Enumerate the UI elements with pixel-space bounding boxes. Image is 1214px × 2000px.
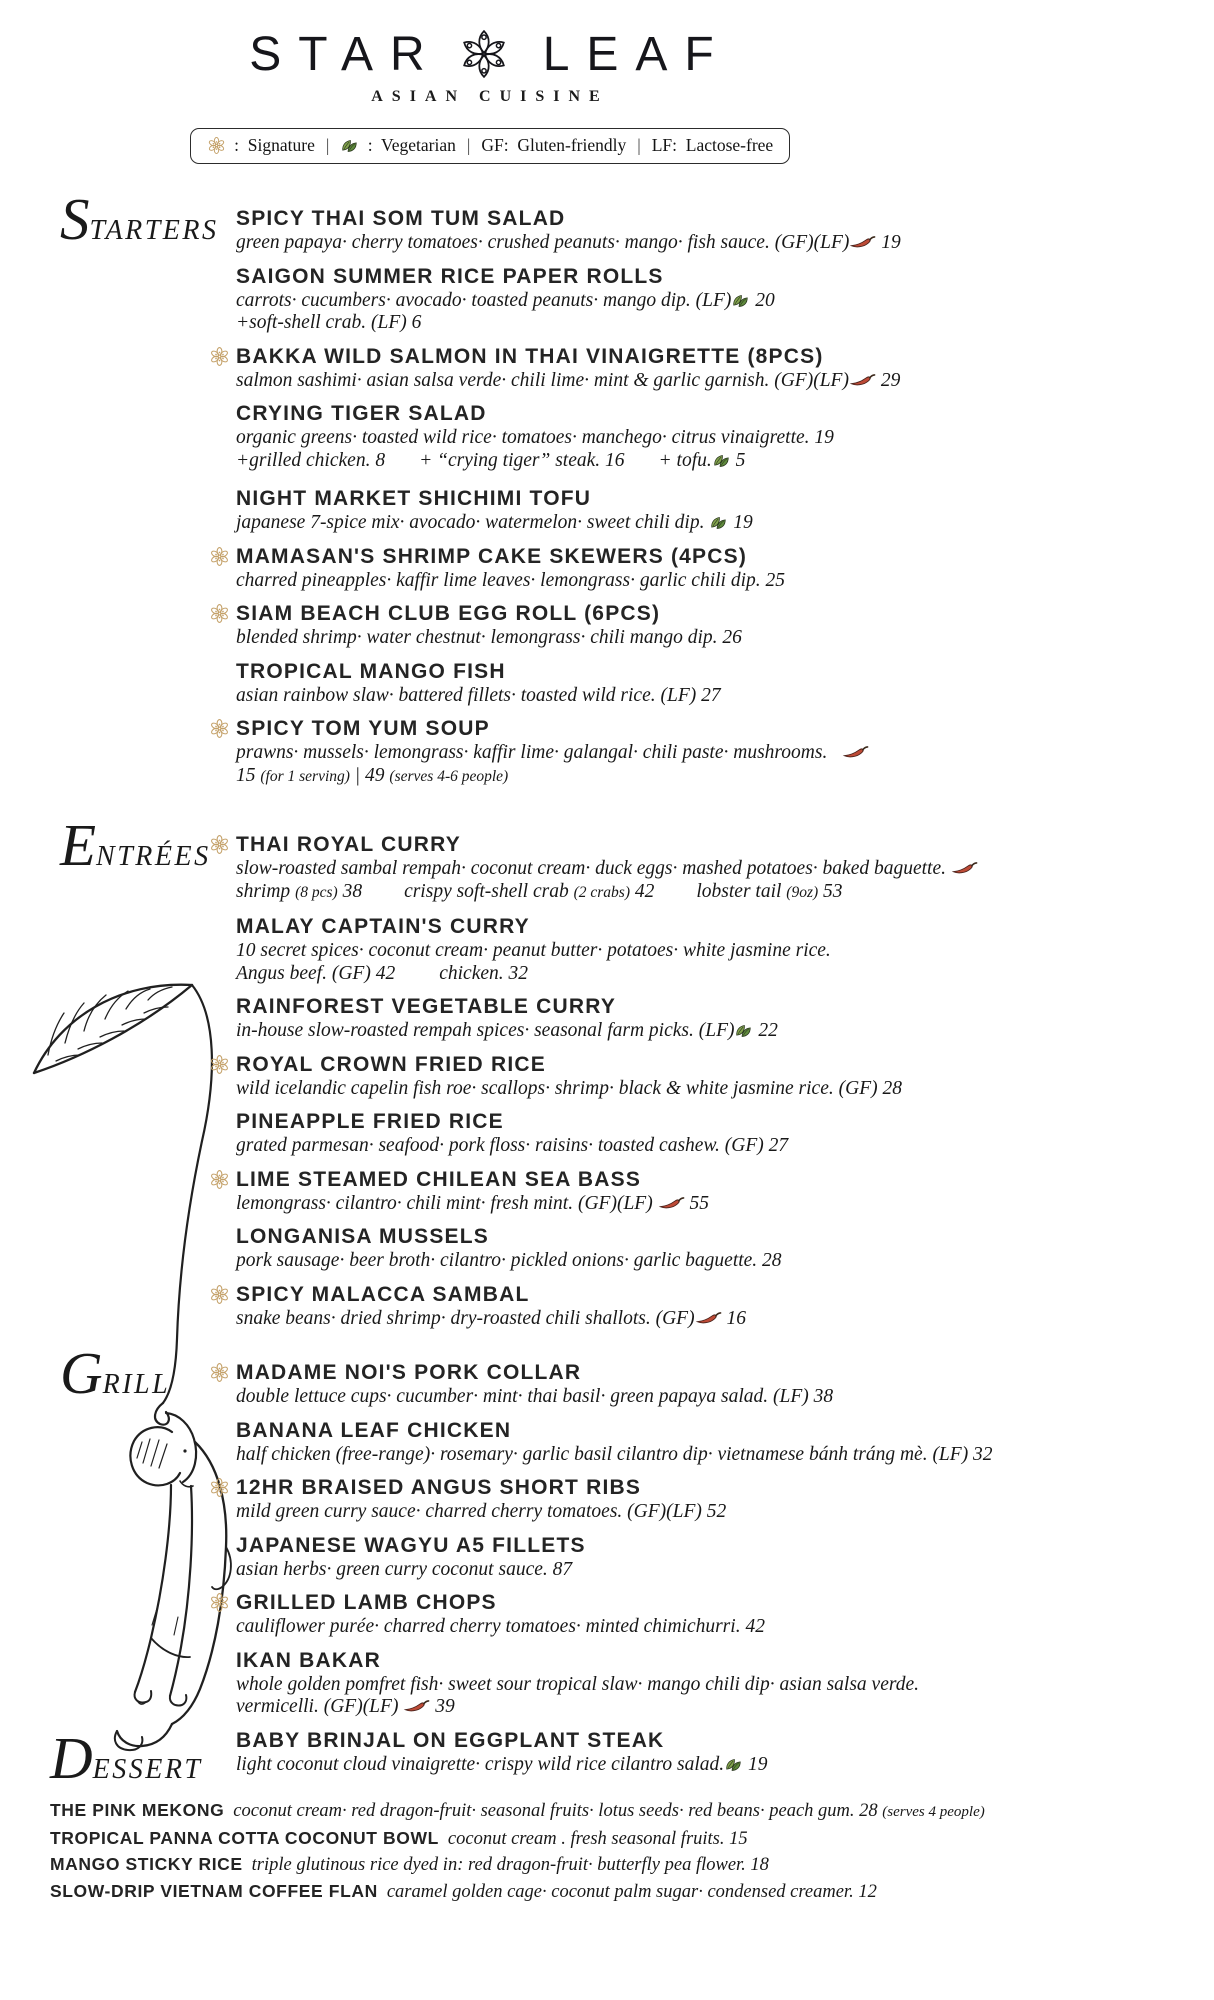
description-text: coconut cream . fresh seasonal fruits. 15 <box>447 1828 748 1849</box>
section-title: NTRÉES <box>96 841 211 872</box>
description-text: light coconut cloud vinaigrette· crispy wild rice cilantro salad. <box>236 1753 725 1775</box>
menu-item <box>236 401 1186 472</box>
dish-description <box>236 570 1186 593</box>
legend-box <box>190 128 790 164</box>
description-text: 19 <box>876 232 901 253</box>
menu-item <box>236 344 1186 393</box>
description-text: asian rainbow slaw· battered fillets· toasted wild rice. (LF) 27 <box>236 684 721 706</box>
restaurant-logo <box>0 26 980 82</box>
description-text: whole golden pomfret fish· sweet sour tropical slaw· mango chili dip· asian salsa verde. <box>236 1673 920 1695</box>
description-text: 20 <box>750 289 775 311</box>
dish-name <box>236 659 1186 685</box>
dish-name <box>236 1475 1186 1501</box>
dish-description <box>236 1193 1186 1216</box>
description-text: shrimp <box>236 880 296 902</box>
dish-description <box>236 1559 1186 1582</box>
dish-description <box>236 1501 1186 1524</box>
signature-star-anise-icon <box>209 1284 230 1305</box>
dish-name-text: SPICY TOM YUM SOUP <box>236 717 490 740</box>
dish-name-text: BABY BRINJAL ON EGGPLANT STEAK <box>236 1728 665 1752</box>
description-text: (serves 4 people) <box>882 1804 985 1820</box>
description-text: crispy soft-shell crab <box>404 880 574 902</box>
dish-description <box>236 290 1186 313</box>
menu-item <box>236 1590 1186 1639</box>
dish-name <box>50 1854 243 1874</box>
spacer <box>654 896 696 897</box>
menu-item <box>236 832 1186 904</box>
description-text: snake beans· dried shrimp· dry-roasted chili shallots. (GF) <box>236 1307 695 1329</box>
dish-description <box>233 1801 984 1821</box>
description-text: pork sausage· beer broth· cilantro· pickled onions· garlic baguette. 28 <box>236 1250 782 1271</box>
dish-name-text: MAMASAN'S SHRIMP CAKE SKEWERS (4PCS) <box>236 544 748 568</box>
dish-description <box>236 685 1186 708</box>
dish-description <box>236 742 1186 765</box>
section-entrees <box>60 812 1214 1330</box>
description-text: (for 1 serving) <box>260 767 350 785</box>
restaurant-subtitle: ASIAN CUISINE <box>371 88 609 105</box>
dish-description <box>236 450 1186 473</box>
section-dessert <box>50 1725 1214 1904</box>
description-text: | 49 <box>349 764 390 786</box>
dish-name <box>236 1648 1186 1674</box>
menu-item <box>236 1224 1186 1273</box>
spacer <box>385 465 419 466</box>
dish-name <box>236 1590 1186 1616</box>
dish-name <box>50 1881 378 1901</box>
dish-description <box>236 370 1186 393</box>
menu-item <box>236 264 1186 335</box>
dish-description <box>236 1078 1186 1101</box>
description-text: 19 <box>728 512 753 533</box>
signature-star-anise-icon <box>209 1054 230 1075</box>
description-text: caramel golden cage· coconut palm sugar· condensed creamer. 12 <box>386 1881 877 1902</box>
menu-item <box>50 1798 1180 1825</box>
menu-item <box>236 659 1186 708</box>
description-text: 22 <box>753 1020 778 1041</box>
description-text: 53 <box>818 880 843 902</box>
menu-item <box>236 1282 1186 1331</box>
dish-description <box>387 1882 877 1902</box>
chili-icon <box>849 234 876 250</box>
description-text: slow-roasted sambal rempah· coconut cream· duck eggs· mashed potatoes· baked baguette. <box>236 858 951 879</box>
menu-item <box>236 1475 1186 1524</box>
dish-name <box>236 401 1186 427</box>
logo-text-star: STAR <box>249 27 442 81</box>
dish-name-text: THAI ROYAL CURRY <box>236 833 461 856</box>
description-text: Angus beef. (GF) 42 <box>236 962 396 984</box>
dish-name-text: BAKKA WILD SALMON IN THAI VINAIGRETTE (8PCS) <box>236 344 824 368</box>
chili-icon <box>695 1310 722 1326</box>
description-text: salmon sashimi· asian salsa verde· chili lime· mint & garlic garnish. (GF)(LF) <box>236 369 849 391</box>
legend-label: GF: Gluten-friendly <box>481 135 627 155</box>
dish-name <box>236 1224 1186 1250</box>
leaf-icon <box>712 453 731 469</box>
menu-item <box>236 1167 1186 1216</box>
leaf-icon <box>731 293 750 309</box>
dish-name-text: MALAY CAPTAIN'S CURRY <box>236 915 530 938</box>
dish-name <box>236 486 1186 512</box>
dish-description <box>236 312 1186 335</box>
dish-name <box>236 344 1186 370</box>
dish-name-text: THE PINK MEKONG <box>50 1800 225 1820</box>
legend-label: : Signature <box>229 135 315 155</box>
star-leaf-flower-icon <box>456 26 512 82</box>
dish-description <box>236 765 1186 789</box>
section-title-initial: E <box>60 812 97 878</box>
chili-icon <box>658 1195 685 1211</box>
dish-name-text: RAINFOREST VEGETABLE CURRY <box>236 995 617 1018</box>
spacer <box>362 896 404 897</box>
description-text: (9oz) <box>786 883 819 901</box>
description-text: 19 <box>743 1753 768 1775</box>
star-leaf-flower-icon <box>456 26 512 82</box>
signature-star-anise-icon <box>209 834 230 855</box>
description-text: lobster tail <box>696 880 787 902</box>
description-text: prawns· mussels· lemongrass· kaffir lime· galangal· chili paste· mushrooms. <box>236 742 833 763</box>
description-text: (2 crabs) <box>573 883 630 901</box>
legend-label: : Vegetarian <box>363 135 456 155</box>
dish-description <box>236 512 1186 535</box>
menu-item <box>236 486 1186 535</box>
header <box>0 0 980 164</box>
section-heading-starters <box>60 186 219 252</box>
dish-name <box>236 544 1186 570</box>
description-text: 39 <box>430 1696 455 1717</box>
dish-name-text: GRILLED LAMB CHOPS <box>236 1591 497 1614</box>
signature-star-anise-icon <box>209 603 230 624</box>
dish-name-text: LONGANISA MUSSELS <box>236 1225 489 1248</box>
section-heading-entrees <box>60 812 211 878</box>
dish-name-text: SPICY MALACCA SAMBAL <box>236 1282 530 1306</box>
dish-description <box>236 1250 1186 1273</box>
description-text: (8 pcs) <box>295 883 338 901</box>
description-text: grated parmesan· seafood· pork floss· raisins· toasted cashew. (GF) 27 <box>236 1135 789 1156</box>
dish-description <box>236 627 1186 650</box>
menu-item <box>236 1360 1186 1409</box>
description-text: double lettuce cups· cucumber· mint· thai basil· green papaya salad. (LF) 38 <box>236 1386 834 1407</box>
leaf-icon <box>340 138 359 154</box>
section-title: RILL <box>102 1369 171 1400</box>
dish-name-text: IKAN BAKAR <box>236 1648 381 1672</box>
dish-name-text: BANANA LEAF CHICKEN <box>236 1418 512 1442</box>
dish-name-text: PINEAPPLE FRIED RICE <box>236 1110 504 1133</box>
dish-name <box>236 1360 1186 1386</box>
description-text: 38 <box>337 880 363 902</box>
menu-item <box>236 1533 1186 1582</box>
dish-name <box>236 1418 1186 1444</box>
menu-item <box>236 1648 1186 1719</box>
dish-description <box>236 1616 1186 1639</box>
menu-item <box>236 1418 1186 1467</box>
menu-item <box>236 1052 1186 1101</box>
dish-name <box>236 914 1186 940</box>
description-text: triple glutinous rice dyed in: red dragon-fruit· butterfly pea flower. 18 <box>251 1855 769 1875</box>
signature-star-anise-icon <box>209 1362 230 1383</box>
spacer <box>832 757 842 758</box>
signature-star-anise-icon <box>209 546 230 567</box>
dish-description <box>236 940 1186 963</box>
dish-name <box>236 601 1186 627</box>
dish-description <box>448 1829 748 1849</box>
dish-name <box>236 832 1186 858</box>
dish-name-text: NIGHT MARKET SHICHIMI TOFU <box>236 487 592 510</box>
legend-separator: | <box>466 135 471 155</box>
description-text: charred pineapples· kaffir lime leaves· lemongrass· garlic chili dip. 25 <box>236 569 785 591</box>
dish-name-text: ROYAL CROWN FRIED RICE <box>236 1052 546 1076</box>
description-text: 5 <box>730 449 746 471</box>
dish-description <box>236 1386 1186 1409</box>
description-text: vermicelli. (GF)(LF) <box>236 1696 404 1717</box>
menu-item <box>236 716 1186 788</box>
section-title-initial: S <box>60 186 90 252</box>
description-text: +soft-shell crab. (LF) 6 <box>236 312 422 333</box>
dish-name-text: SPICY THAI SOM TUM SALAD <box>236 207 566 230</box>
legend-label: LF: Lactose-free <box>651 135 774 155</box>
dish-description <box>236 232 1186 255</box>
spacer <box>625 465 659 466</box>
dish-description <box>236 858 1186 881</box>
description-text: 42 <box>630 880 655 902</box>
description-text: wild icelandic capelin fish roe· scallops· shrimp· black & white jasmine rice. (GF) 28 <box>236 1077 902 1099</box>
menu <box>0 186 1214 1904</box>
dish-name <box>50 1800 224 1820</box>
description-text: green papaya· cherry tomatoes· crushed peanuts· mango· fish sauce. (GF)(LF) <box>236 232 850 253</box>
dish-name-text: SIAM BEACH CLUB EGG ROLL (6PCS) <box>236 602 661 625</box>
dish-name-text: LIME STEAMED CHILEAN SEA BASS <box>236 1167 642 1191</box>
dish-description <box>236 963 1186 986</box>
spacer <box>395 978 439 979</box>
signature-star-anise-icon <box>209 1592 230 1613</box>
leaf-icon <box>709 515 728 531</box>
menu-item <box>236 544 1186 593</box>
dish-name <box>236 994 1186 1020</box>
dish-name <box>236 1282 1186 1308</box>
chili-icon <box>403 1698 430 1714</box>
dish-name-text: SLOW-DRIP VIETNAM COFFEE FLAN <box>50 1880 378 1901</box>
description-text: 10 secret spices· coconut cream· peanut butter· potatoes· white jasmine rice. <box>236 940 831 961</box>
dish-name-text: TROPICAL MANGO FISH <box>236 659 506 683</box>
chili-icon <box>842 744 869 760</box>
dish-description <box>236 1308 1186 1331</box>
section-heading-dessert <box>50 1725 1214 1791</box>
star-anise-icon <box>207 136 226 155</box>
dish-name <box>50 1828 439 1848</box>
signature-star-anise-icon <box>209 346 230 367</box>
description-text: chicken. 32 <box>439 962 529 984</box>
dish-name <box>236 716 1186 742</box>
description-text: + tofu. <box>658 449 712 471</box>
description-text: carrots· cucumbers· avocado· toasted peanuts· mango dip. (LF) <box>236 289 732 311</box>
section-title-initial: G <box>60 1340 103 1406</box>
menu-item <box>236 601 1186 650</box>
chili-icon <box>951 860 978 876</box>
dish-description <box>236 1674 1186 1697</box>
dish-name-text: JAPANESE WAGYU A5 FILLETS <box>236 1533 586 1557</box>
dish-name-text: TROPICAL PANNA COTTA COCONUT BOWL <box>50 1827 439 1848</box>
description-text: lemongrass· cilantro· chili mint· fresh mint. (GF)(LF) <box>236 1192 658 1214</box>
dish-name-text: CRYING TIGER SALAD <box>236 402 487 425</box>
section-starters <box>60 186 1214 788</box>
dish-description <box>236 1696 1186 1719</box>
dish-name <box>236 1533 1186 1559</box>
dish-name <box>236 1052 1186 1078</box>
description-text: 15 <box>236 764 261 786</box>
dish-name-text: SAIGON SUMMER RICE PAPER ROLLS <box>236 264 664 288</box>
description-text: 16 <box>721 1307 746 1329</box>
dish-description <box>236 881 1186 905</box>
section-heading-grill <box>60 1340 171 1406</box>
menu-item <box>50 1879 1180 1905</box>
leaf-icon <box>734 1023 753 1039</box>
section-title-initial: D <box>50 1725 93 1791</box>
description-text: mild green curry sauce· charred cherry tomatoes. (GF)(LF) 52 <box>236 1501 727 1522</box>
dish-description <box>236 1135 1186 1158</box>
description-text: in-house slow-roasted rempah spices· seasonal farm picks. (LF) <box>236 1020 735 1041</box>
description-text: +grilled chicken. 8 <box>236 449 386 471</box>
menu-item <box>236 206 1186 255</box>
description-text: 55 <box>684 1192 709 1214</box>
description-text: organic greens· toasted wild rice· tomatoes· manchego· citrus vinaigrette. 19 <box>236 427 834 448</box>
chili-icon <box>849 372 876 388</box>
signature-star-anise-icon <box>209 1477 230 1498</box>
description-text: (serves 4-6 people) <box>389 767 509 785</box>
description-text: + “crying tiger” steak. 16 <box>419 449 625 471</box>
section-title: ESSERT <box>92 1754 203 1785</box>
dish-name <box>236 1109 1186 1135</box>
dish-name-text: 12HR BRAISED ANGUS SHORT RIBS <box>236 1476 642 1499</box>
dish-description <box>236 1020 1186 1043</box>
menu-item <box>236 914 1186 985</box>
description-text: asian herbs· green curry coconut sauce. 87 <box>236 1558 573 1580</box>
dish-name-text: MADAME NOI'S PORK COLLAR <box>236 1361 582 1384</box>
description-text: coconut cream· red dragon-fruit· seasonal fruits· lotus seeds· red beans· peach gum. 28 <box>233 1801 883 1821</box>
menu-item <box>50 1826 1180 1852</box>
signature-star-anise-icon <box>209 718 230 739</box>
dish-description <box>236 1444 1186 1467</box>
legend-separator: | <box>637 135 641 155</box>
description-text: 29 <box>875 369 901 391</box>
description-text: blended shrimp· water chestnut· lemongrass· chili mango dip. 26 <box>236 627 742 648</box>
description-text: half chicken (free-range)· rosemary· garlic basil cilantro dip· vietnamese bánh tráng mè. (LF) 32 <box>236 1443 993 1465</box>
description-text: cauliflower purée· charred cherry tomatoes· minted chimichurri. 42 <box>236 1616 765 1637</box>
section-title: TARTERS <box>89 215 219 246</box>
dish-description <box>252 1855 769 1875</box>
description-text: japanese 7-spice mix· avocado· watermelon· sweet chili dip. <box>236 512 710 533</box>
menu-item <box>236 1109 1186 1158</box>
dish-name <box>236 206 1186 232</box>
logo-text-leaf: LEAF <box>542 27 731 81</box>
dish-name-text: MANGO STICKY RICE <box>50 1854 243 1874</box>
menu-item <box>236 994 1186 1043</box>
menu-item <box>50 1852 1180 1878</box>
dish-name <box>236 264 1186 290</box>
signature-star-anise-icon <box>209 1169 230 1190</box>
dish-description <box>236 427 1186 450</box>
legend-separator: | <box>325 135 330 155</box>
dish-name <box>236 1167 1186 1193</box>
